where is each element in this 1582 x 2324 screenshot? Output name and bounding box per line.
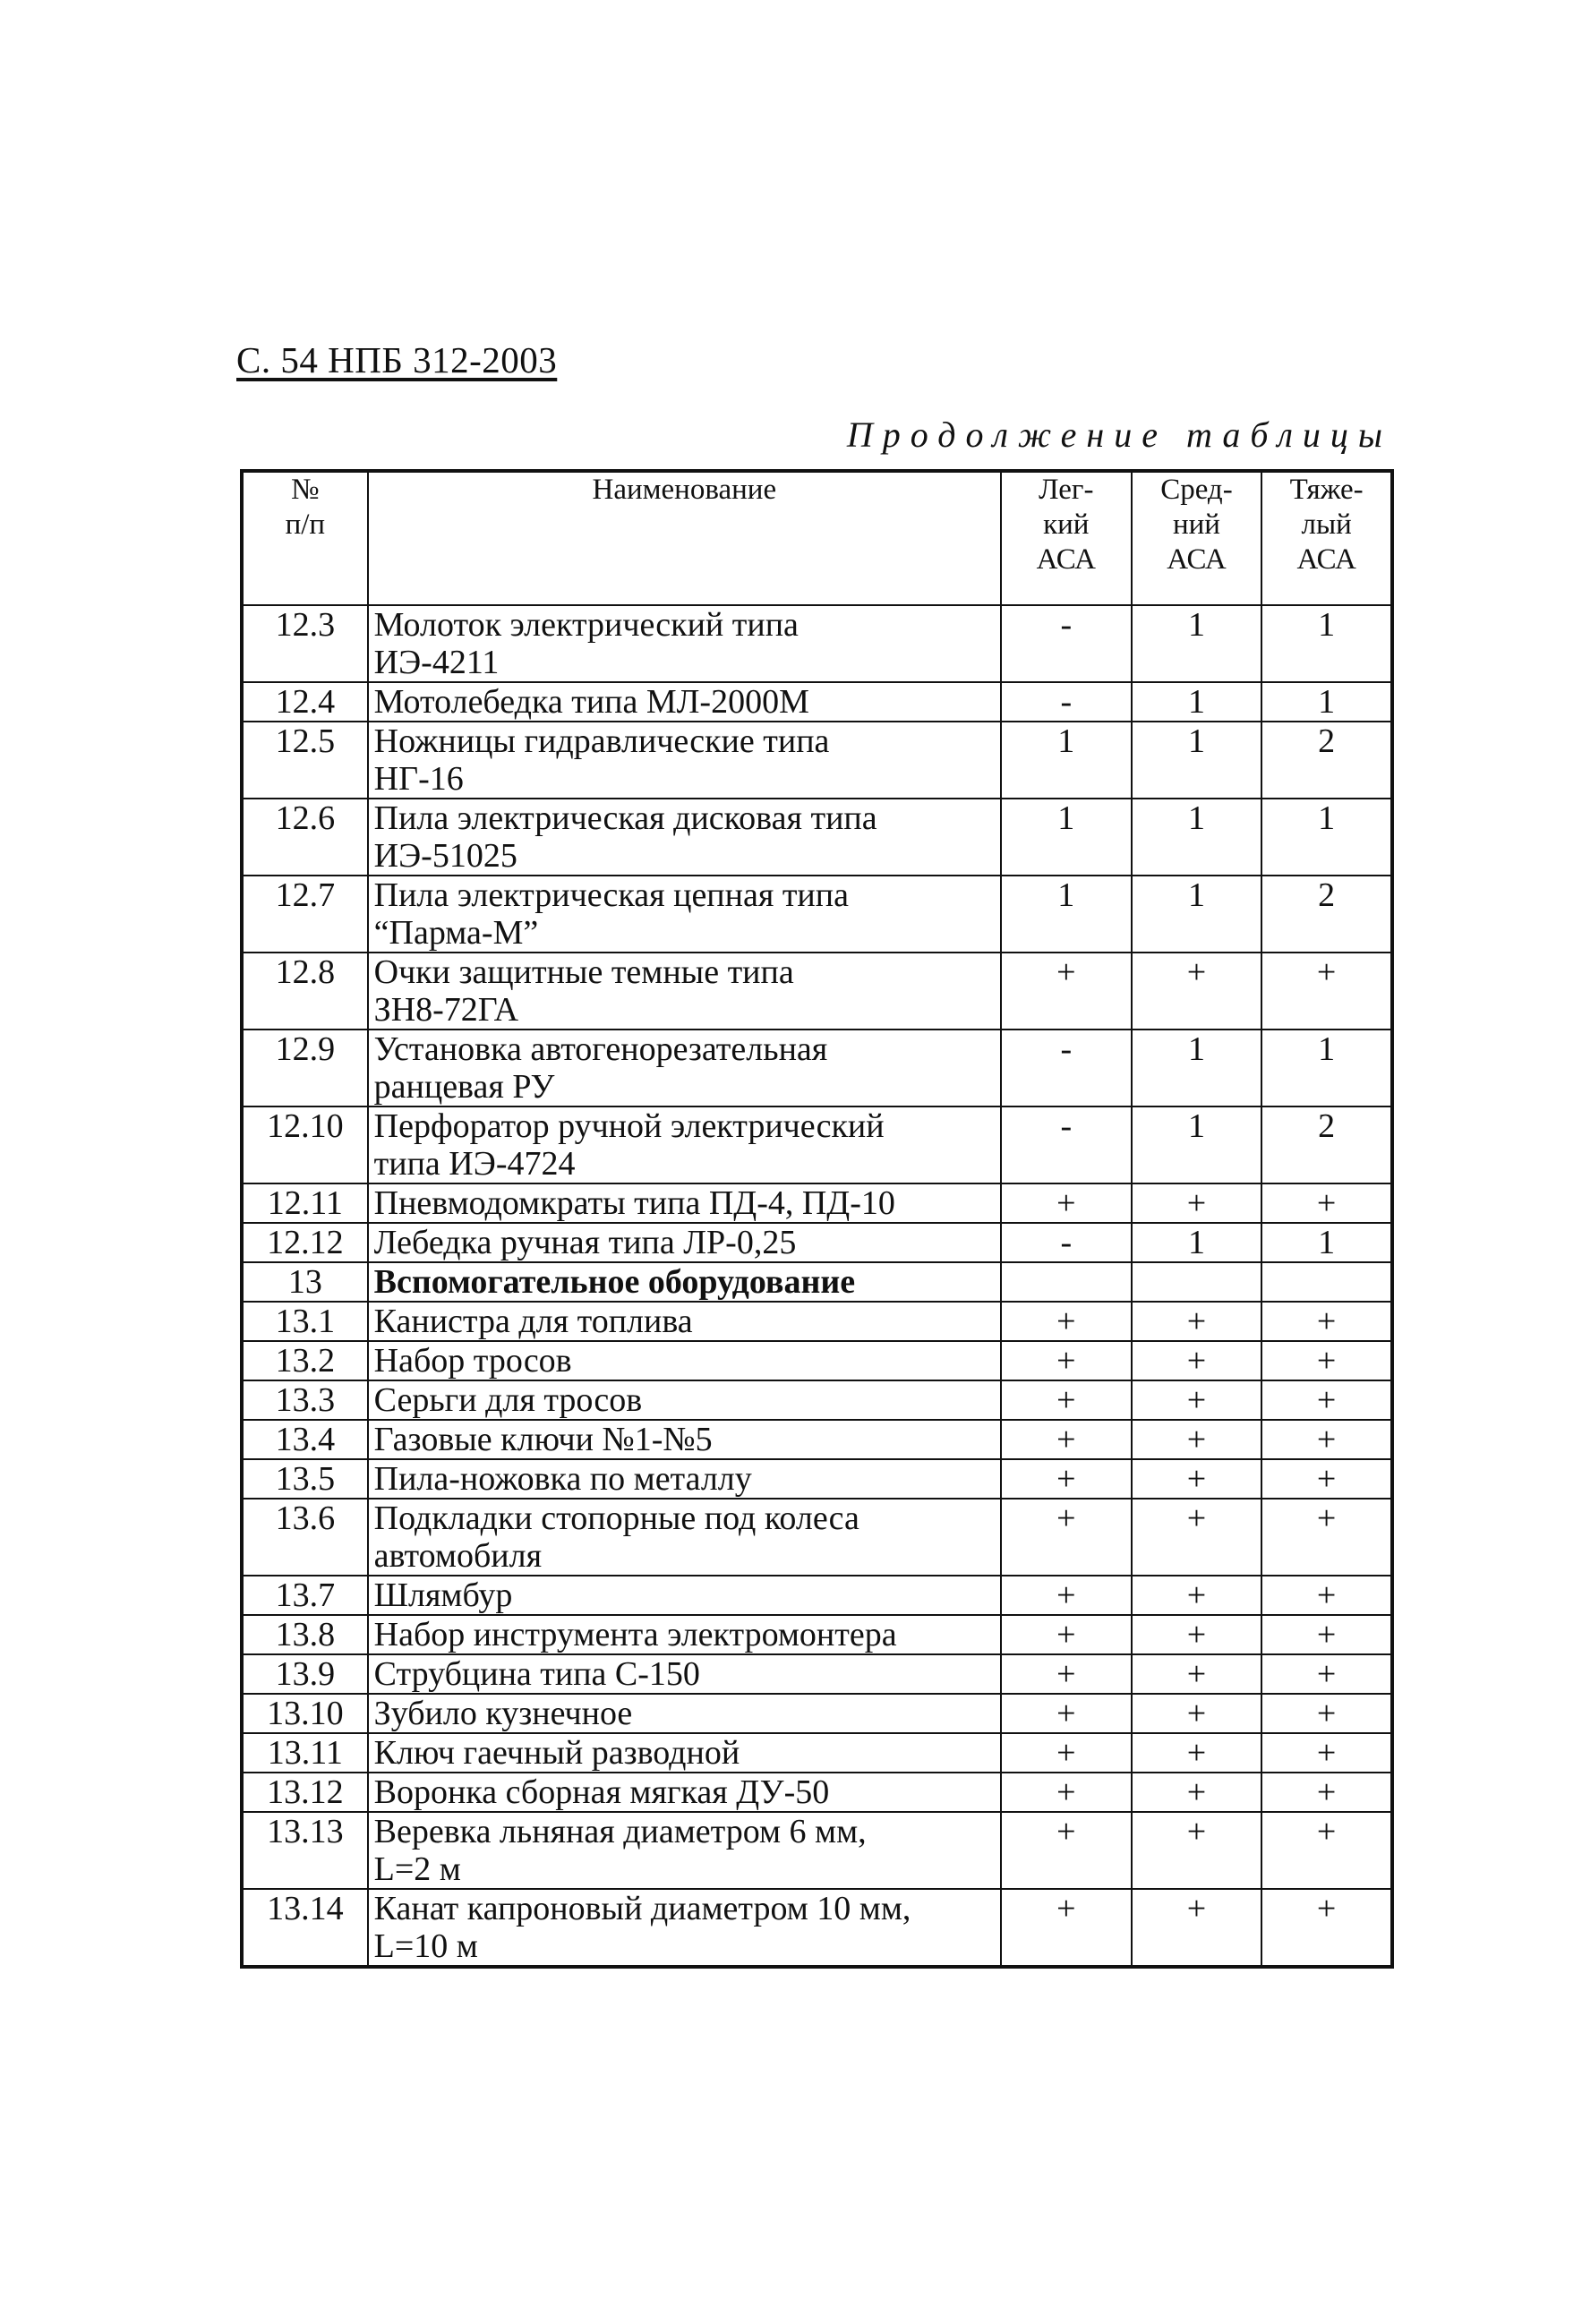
medium-asa-cell: + (1132, 953, 1262, 1030)
table-continuation-caption: Продолжение таблицы (846, 414, 1392, 455)
row-number-cell: 12.5 (242, 722, 368, 799)
table-row (242, 1733, 1392, 1773)
row-number-cell: 12.4 (242, 682, 368, 722)
table-row (242, 605, 1392, 682)
row-number-cell: 13.12 (242, 1773, 368, 1812)
equipment-table (240, 469, 1394, 1969)
table-row (242, 722, 1392, 799)
light-asa-cell: + (1001, 1459, 1132, 1499)
heavy-asa-cell: 2 (1261, 876, 1392, 953)
medium-asa-cell: + (1132, 1654, 1262, 1694)
item-name-cell: Воронка сборная мягкая ДУ-50 (368, 1773, 1001, 1812)
heavy-asa-cell: + (1261, 1694, 1392, 1733)
light-asa-cell: - (1001, 682, 1132, 722)
light-asa-cell: + (1001, 1733, 1132, 1773)
heavy-asa-cell: + (1261, 1302, 1392, 1341)
light-asa-cell: + (1001, 1576, 1132, 1615)
heavy-asa-cell: + (1261, 1654, 1392, 1694)
header-heavy-asa: Тяже- лый АСА (1261, 471, 1392, 605)
light-asa-cell: + (1001, 1380, 1132, 1420)
row-number-cell: 13.7 (242, 1576, 368, 1615)
medium-asa-cell (1132, 1262, 1262, 1302)
medium-asa-cell: 1 (1132, 799, 1262, 876)
item-name-cell: Канат капроновый диаметром 10 мм, L=10 м (368, 1889, 1001, 1967)
row-number-cell: 12.7 (242, 876, 368, 953)
table-header-row (242, 471, 1392, 605)
heavy-asa-cell: + (1261, 1183, 1392, 1223)
medium-asa-cell: + (1132, 1420, 1262, 1459)
medium-asa-cell: 1 (1132, 722, 1262, 799)
heavy-asa-cell: + (1261, 1459, 1392, 1499)
page-header: С. 54 НПБ 312-2003 (236, 339, 558, 380)
medium-asa-cell: + (1132, 1302, 1262, 1341)
item-name-cell: Подкладки стопорные под колеса автомобиля (368, 1499, 1001, 1576)
medium-asa-cell: + (1132, 1615, 1262, 1654)
heavy-asa-cell: 1 (1261, 1223, 1392, 1262)
item-name-cell: Набор инструмента электромонтера (368, 1615, 1001, 1654)
item-name-cell: Струбцина типа С-150 (368, 1654, 1001, 1694)
row-number-cell: 13.8 (242, 1615, 368, 1654)
light-asa-cell: + (1001, 1341, 1132, 1380)
heavy-asa-cell: 2 (1261, 722, 1392, 799)
light-asa-cell: - (1001, 1106, 1132, 1183)
table-row (242, 682, 1392, 722)
table-row (242, 1889, 1392, 1967)
item-name-cell: Лебедка ручная типа ЛР-0,25 (368, 1223, 1001, 1262)
item-name-cell: Пила электрическая цепная типа “Парма-М” (368, 876, 1001, 953)
row-number-cell: 12.8 (242, 953, 368, 1030)
row-number-cell: 12.11 (242, 1183, 368, 1223)
item-name-cell: Молоток электрический типа ИЭ-4211 (368, 605, 1001, 682)
light-asa-cell: - (1001, 1030, 1132, 1106)
heavy-asa-cell: + (1261, 953, 1392, 1030)
table-row (242, 876, 1392, 953)
item-name-cell: Газовые ключи №1-№5 (368, 1420, 1001, 1459)
table-row (242, 799, 1392, 876)
header-medium-asa: Сред- ний АСА (1132, 471, 1262, 605)
medium-asa-cell: + (1132, 1341, 1262, 1380)
medium-asa-cell: + (1132, 1694, 1262, 1733)
table-row (242, 1499, 1392, 1576)
row-number-cell: 13.3 (242, 1380, 368, 1420)
row-number-cell: 13.9 (242, 1654, 368, 1694)
light-asa-cell (1001, 1262, 1132, 1302)
row-number-cell: 12.12 (242, 1223, 368, 1262)
medium-asa-cell: 1 (1132, 876, 1262, 953)
table-row (242, 1615, 1392, 1654)
heavy-asa-cell: + (1261, 1733, 1392, 1773)
light-asa-cell: + (1001, 1615, 1132, 1654)
light-asa-cell: 1 (1001, 876, 1132, 953)
row-number-cell: 13.6 (242, 1499, 368, 1576)
table-row (242, 1812, 1392, 1889)
table-row (242, 1459, 1392, 1499)
light-asa-cell: 1 (1001, 799, 1132, 876)
table-row (242, 1030, 1392, 1106)
row-number-cell: 13.2 (242, 1341, 368, 1380)
table-row (242, 1380, 1392, 1420)
item-name-cell: Зубило кузнечное (368, 1694, 1001, 1733)
table-row (242, 1773, 1392, 1812)
table-row (242, 1262, 1392, 1302)
table-row (242, 1654, 1392, 1694)
medium-asa-cell: 1 (1132, 1106, 1262, 1183)
medium-asa-cell: 1 (1132, 1223, 1262, 1262)
heavy-asa-cell: 1 (1261, 799, 1392, 876)
heavy-asa-cell: 1 (1261, 682, 1392, 722)
medium-asa-cell: 1 (1132, 1030, 1262, 1106)
table-row (242, 1576, 1392, 1615)
row-number-cell: 13 (242, 1262, 368, 1302)
row-number-cell: 13.13 (242, 1812, 368, 1889)
medium-asa-cell: + (1132, 1889, 1262, 1967)
item-name-cell: Канистра для топлива (368, 1302, 1001, 1341)
item-name-cell: Мотолебедка типа МЛ-2000М (368, 682, 1001, 722)
item-name-cell: Пневмодомкраты типа ПД-4, ПД-10 (368, 1183, 1001, 1223)
table-row (242, 1302, 1392, 1341)
header-name: Наименование (368, 471, 1001, 605)
row-number-cell: 13.5 (242, 1459, 368, 1499)
light-asa-cell: - (1001, 1223, 1132, 1262)
heavy-asa-cell (1261, 1262, 1392, 1302)
table-row (242, 1420, 1392, 1459)
heavy-asa-cell: + (1261, 1576, 1392, 1615)
header-number: № п/п (242, 471, 368, 605)
item-name-cell: Набор тросов (368, 1341, 1001, 1380)
medium-asa-cell: + (1132, 1499, 1262, 1576)
table-row (242, 1341, 1392, 1380)
item-name-cell: Пила-ножовка по металлу (368, 1459, 1001, 1499)
heavy-asa-cell: + (1261, 1615, 1392, 1654)
row-number-cell: 13.1 (242, 1302, 368, 1341)
light-asa-cell: + (1001, 1773, 1132, 1812)
light-asa-cell: + (1001, 1694, 1132, 1733)
heavy-asa-cell: + (1261, 1773, 1392, 1812)
item-name-cell: Очки защитные темные типа ЗН8-72ГА (368, 953, 1001, 1030)
table-row (242, 1223, 1392, 1262)
medium-asa-cell: + (1132, 1183, 1262, 1223)
light-asa-cell: + (1001, 1302, 1132, 1341)
heavy-asa-cell: + (1261, 1420, 1392, 1459)
item-name-cell: Перфоратор ручной электрический типа ИЭ-4724 (368, 1106, 1001, 1183)
table-row (242, 953, 1392, 1030)
item-name-cell: Ножницы гидравлические типа НГ-16 (368, 722, 1001, 799)
row-number-cell: 12.3 (242, 605, 368, 682)
heavy-asa-cell: 2 (1261, 1106, 1392, 1183)
heavy-asa-cell: + (1261, 1499, 1392, 1576)
light-asa-cell: - (1001, 605, 1132, 682)
light-asa-cell: + (1001, 1889, 1132, 1967)
table-row (242, 1106, 1392, 1183)
item-name-cell: Серьги для тросов (368, 1380, 1001, 1420)
light-asa-cell: 1 (1001, 722, 1132, 799)
item-name-cell: Вспомогательное оборудование (368, 1262, 1001, 1302)
row-number-cell: 12.6 (242, 799, 368, 876)
medium-asa-cell: 1 (1132, 605, 1262, 682)
light-asa-cell: + (1001, 1654, 1132, 1694)
heavy-asa-cell: + (1261, 1812, 1392, 1889)
medium-asa-cell: + (1132, 1576, 1262, 1615)
heavy-asa-cell: + (1261, 1889, 1392, 1967)
item-name-cell: Ключ гаечный разводной (368, 1733, 1001, 1773)
item-name-cell: Пила электрическая дисковая типа ИЭ-51025 (368, 799, 1001, 876)
medium-asa-cell: + (1132, 1773, 1262, 1812)
table-row (242, 1694, 1392, 1733)
row-number-cell: 12.10 (242, 1106, 368, 1183)
heavy-asa-cell: 1 (1261, 605, 1392, 682)
light-asa-cell: + (1001, 1499, 1132, 1576)
light-asa-cell: + (1001, 953, 1132, 1030)
light-asa-cell: + (1001, 1183, 1132, 1223)
medium-asa-cell: + (1132, 1812, 1262, 1889)
light-asa-cell: + (1001, 1420, 1132, 1459)
row-number-cell: 12.9 (242, 1030, 368, 1106)
light-asa-cell: + (1001, 1812, 1132, 1889)
header-light-asa: Лег- кий АСА (1001, 471, 1132, 605)
table-row (242, 1183, 1392, 1223)
row-number-cell: 13.10 (242, 1694, 368, 1733)
heavy-asa-cell: 1 (1261, 1030, 1392, 1106)
item-name-cell: Установка автогенорезательная ранцевая РУ (368, 1030, 1001, 1106)
heavy-asa-cell: + (1261, 1380, 1392, 1420)
medium-asa-cell: + (1132, 1459, 1262, 1499)
medium-asa-cell: + (1132, 1733, 1262, 1773)
heavy-asa-cell: + (1261, 1341, 1392, 1380)
medium-asa-cell: + (1132, 1380, 1262, 1420)
row-number-cell: 13.11 (242, 1733, 368, 1773)
item-name-cell: Веревка льняная диаметром 6 мм, L=2 м (368, 1812, 1001, 1889)
row-number-cell: 13.4 (242, 1420, 368, 1459)
medium-asa-cell: 1 (1132, 682, 1262, 722)
row-number-cell: 13.14 (242, 1889, 368, 1967)
item-name-cell: Шлямбур (368, 1576, 1001, 1615)
